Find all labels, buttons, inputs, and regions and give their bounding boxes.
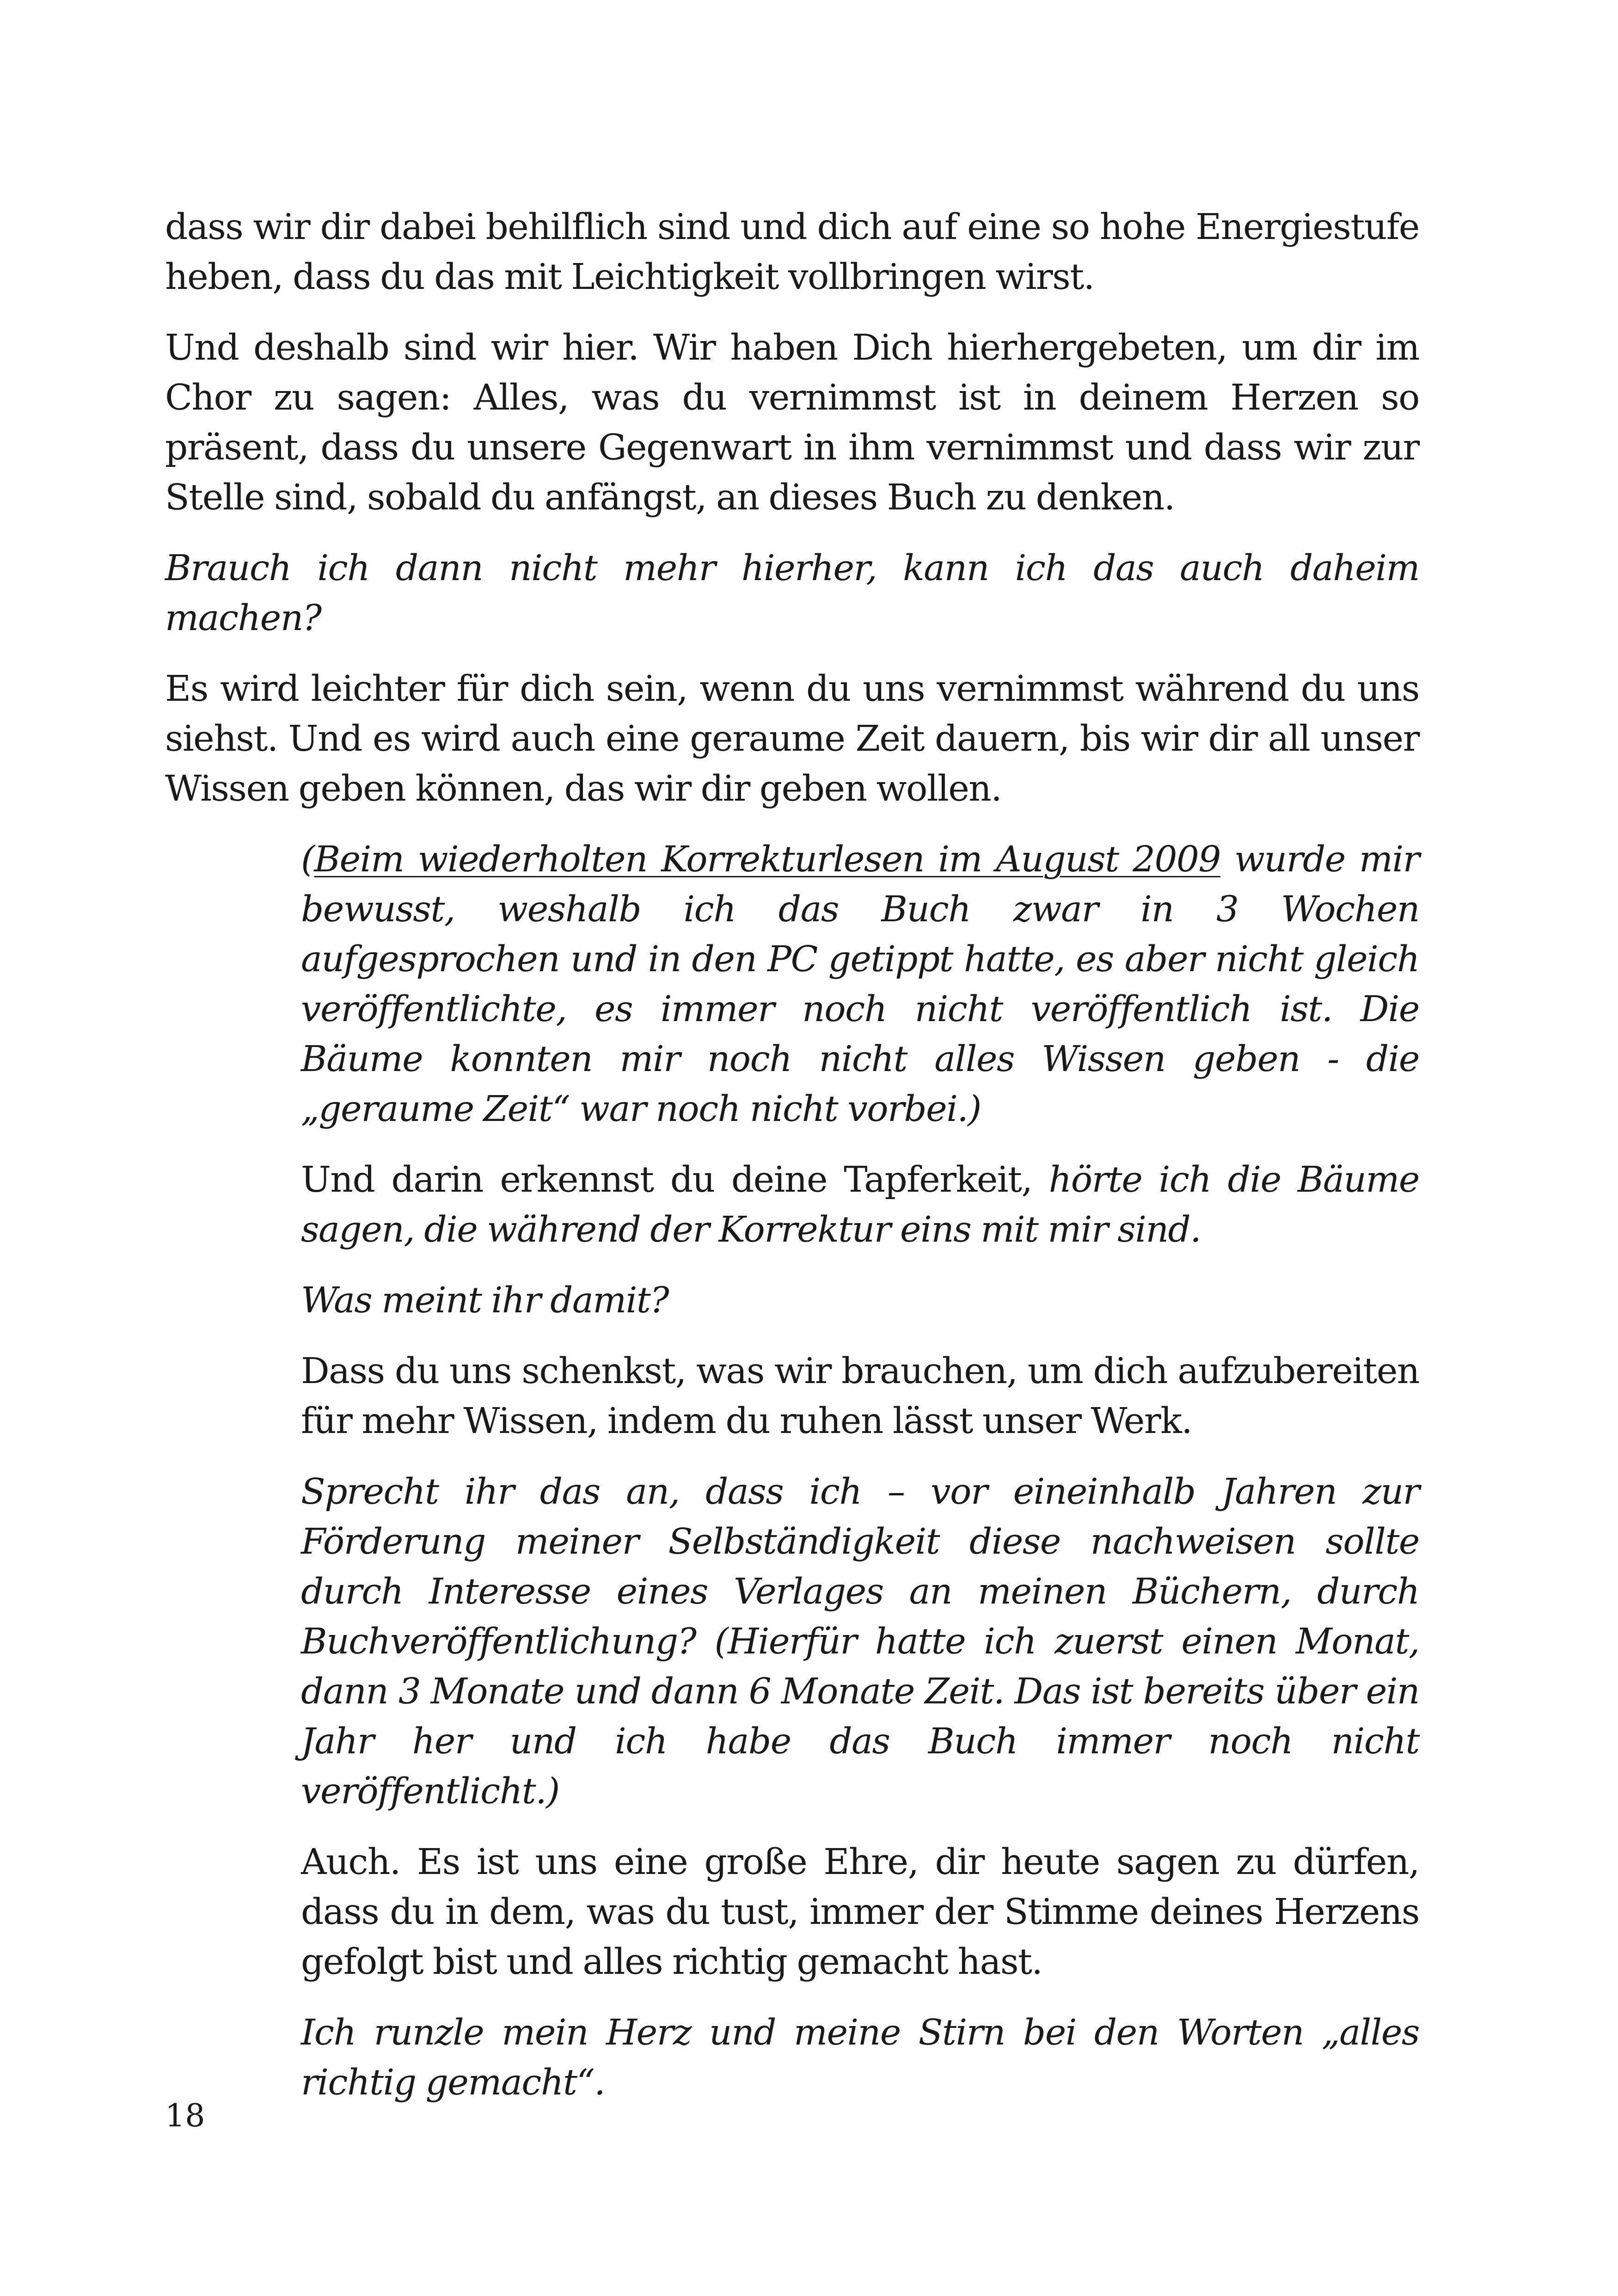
paragraph-5-note bbox=[301, 835, 1419, 1134]
page-number: 18 bbox=[165, 2098, 205, 2134]
paragraph-3-question: Brauch ich dann nicht mehr hierher, kann ich das auch daheim machen? bbox=[165, 548, 1419, 639]
paragraph-11: Ich runzle mein Herz und meine Stirn bei den Worten „alles richtig gemacht“. bbox=[301, 2012, 1419, 2103]
paragraph-9-question: Sprecht ihr das an, dass ich – vor eineinhalb Jahren zur Förderung meiner Selbständigkeit diese nachweisen sollte durch Interesse eines Verlages an meinen Büchern, durch Buchveröffentlichung? (Hierfür hatte ich zuerst einen Monat, dann 3 Monate und dann 6 Monate Zeit. Das ist bereits über ein Jahr her und ich habe das Buch immer noch nicht veröffentlicht.) bbox=[301, 1471, 1419, 1812]
paragraph-8: Dass du uns schenkst, was wir brauchen, um dich aufzubereiten für mehr Wissen, indem du ruhen lässt unser Werk. bbox=[301, 1351, 1419, 1442]
paragraph-4: Es wird leichter für dich sein, wenn du uns vernimmst während du uns siehst. Und es wird auch eine geraume Zeit dauern, bis wir dir all unser Wissen geben können, das wir dir geben wollen. bbox=[165, 668, 1419, 809]
paragraph-6-italic: hörte ich die Bäume sagen, die während der Korrektur eins mit mir sind. bbox=[301, 1159, 1419, 1250]
paragraph-10: Auch. Es ist uns eine große Ehre, dir heute sagen zu dürfen, dass du in dem, was du tust, immer der Stimme deines Herzens gefolgt bist und alles richtig gemacht hast. bbox=[301, 1842, 1419, 1983]
body-text bbox=[165, 202, 1419, 2129]
paragraph-6 bbox=[301, 1155, 1419, 1255]
paragraph-7-question: Was meint ihr damit? bbox=[301, 1280, 669, 1321]
note-underlined-text: Beim wiederholten Korrekturlesen im August 2009 bbox=[314, 839, 1220, 880]
paragraph-1: dass wir dir dabei behilflich sind und dich auf eine so hohe Energiestufe heben, dass du das mit Leichtigkeit vollbringen wirst. bbox=[165, 207, 1419, 298]
note-open-paren: ( bbox=[301, 839, 314, 880]
paragraph-6-normal: Und darin erkennst du deine Tapferkeit, bbox=[301, 1159, 1049, 1200]
note-rest-text: wurde mir bewusst, weshalb ich das Buch zwar in 3 Wochen aufgesprochen und in den PC getippt hatte, es aber nicht gleich veröffentlichte, es immer noch nicht veröffentlich ist. Die Bäume konnten mir noch nicht alles Wissen geben - die „geraume Zeit“ war noch nicht vorbei.) bbox=[301, 839, 1419, 1130]
paragraph-2: Und deshalb sind wir hier. Wir haben Dich hierhergebeten, um dir im Chor zu sagen: Alles, was du vernimmst ist in deinem Herzen so präsent, dass du unsere Gegenwart in ihm vernimmst und dass wir zur Stelle sind, sobald du anfängst, an dieses Buch zu denken. bbox=[165, 327, 1419, 518]
